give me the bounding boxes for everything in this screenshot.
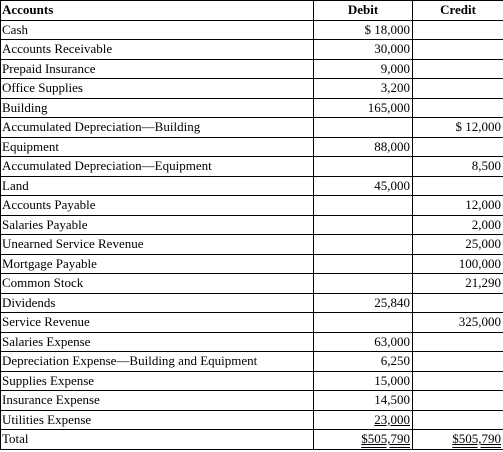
debit-cell xyxy=(314,20,413,40)
account-cell-value: Insurance Expense xyxy=(2,392,100,408)
credit-cell xyxy=(413,20,503,40)
debit-cell-value: 6,250 xyxy=(380,353,410,369)
debit-cell xyxy=(314,137,413,157)
account-cell xyxy=(1,20,314,40)
debit-cell-value: 25,840 xyxy=(374,294,410,310)
debit-cell xyxy=(314,196,413,216)
table-row xyxy=(1,157,503,177)
debit-cell xyxy=(314,59,413,79)
header-debit: Debit xyxy=(314,1,413,21)
account-cell xyxy=(1,118,314,138)
debit-cell xyxy=(314,254,413,274)
account-cell xyxy=(1,410,314,430)
table-row xyxy=(1,118,503,138)
account-cell-value: Building xyxy=(2,99,48,115)
table-row xyxy=(1,235,503,255)
account-cell-value: Salaries Expense xyxy=(2,333,91,349)
account-cell xyxy=(1,157,314,177)
debit-cell xyxy=(314,98,413,118)
account-cell xyxy=(1,176,314,196)
account-cell-value: Cash xyxy=(2,21,28,37)
debit-cell xyxy=(314,118,413,138)
table-row xyxy=(1,196,503,216)
table-row xyxy=(1,293,503,313)
account-cell-value: Utilities Expense xyxy=(2,411,92,427)
table-row xyxy=(1,40,503,60)
account-cell xyxy=(1,137,314,157)
credit-cell xyxy=(413,235,503,255)
account-cell-value: Accounts Payable xyxy=(2,197,96,213)
table-row xyxy=(1,371,503,391)
debit-cell xyxy=(314,40,413,60)
account-cell-value: Supplies Expense xyxy=(2,372,95,388)
account-cell xyxy=(1,371,314,391)
debit-cell-value: 15,000 xyxy=(374,372,410,388)
credit-cell xyxy=(413,391,503,411)
credit-cell xyxy=(413,293,503,313)
debit-cell xyxy=(314,391,413,411)
account-cell xyxy=(1,274,314,294)
debit-cell-value: 45,000 xyxy=(374,177,410,193)
debit-cell-value: 165,000 xyxy=(367,99,410,115)
account-cell xyxy=(1,215,314,235)
credit-cell-value: 325,000 xyxy=(458,314,501,330)
account-cell xyxy=(1,40,314,60)
total-row xyxy=(1,430,503,450)
credit-cell xyxy=(413,59,503,79)
account-cell xyxy=(1,313,314,333)
credit-cell-value: 2,000 xyxy=(471,216,501,232)
account-cell-value: Accumulated Depreciation—Equipment xyxy=(2,158,212,174)
credit-cell xyxy=(413,176,503,196)
credit-cell-value: $ 12,000 xyxy=(455,119,501,135)
total-debit-value: $505,790 xyxy=(361,431,410,447)
table-row xyxy=(1,215,503,235)
credit-cell xyxy=(413,137,503,157)
account-cell-value: Depreciation Expense—Building and Equipment xyxy=(2,353,258,369)
credit-cell xyxy=(413,98,503,118)
credit-cell xyxy=(413,118,503,138)
account-cell xyxy=(1,59,314,79)
account-cell-value: Dividends xyxy=(2,294,56,310)
table-row xyxy=(1,391,503,411)
account-cell-value: Salaries Payable xyxy=(2,216,88,232)
credit-cell-value: 8,500 xyxy=(471,158,501,174)
credit-cell-value: 12,000 xyxy=(465,197,501,213)
account-cell-value: Prepaid Insurance xyxy=(2,60,96,76)
table-row xyxy=(1,59,503,79)
account-cell-value: Accounts Receivable xyxy=(2,41,113,57)
table-row xyxy=(1,254,503,274)
credit-cell xyxy=(413,196,503,216)
debit-cell xyxy=(314,215,413,235)
account-cell-value: Mortgage Payable xyxy=(2,255,97,271)
credit-cell xyxy=(413,332,503,352)
table-row xyxy=(1,20,503,40)
table-row xyxy=(1,274,503,294)
debit-cell xyxy=(314,274,413,294)
debit-cell xyxy=(314,371,413,391)
debit-cell xyxy=(314,79,413,99)
account-cell-value: Unearned Service Revenue xyxy=(2,236,144,252)
credit-cell xyxy=(413,410,503,430)
debit-cell xyxy=(314,352,413,372)
table-row xyxy=(1,313,503,333)
account-cell-value: Accumulated Depreciation—Building xyxy=(2,119,201,135)
header-credit: Credit xyxy=(413,1,503,21)
table-row xyxy=(1,332,503,352)
table-row xyxy=(1,98,503,118)
account-cell-value: Equipment xyxy=(2,138,60,154)
table-row xyxy=(1,176,503,196)
account-cell xyxy=(1,332,314,352)
total-credit-value: $505,790 xyxy=(452,431,501,447)
table-row xyxy=(1,352,503,372)
account-cell xyxy=(1,254,314,274)
account-cell xyxy=(1,391,314,411)
debit-cell-value: 14,500 xyxy=(374,392,410,408)
table-row xyxy=(1,137,503,157)
credit-cell-value: 25,000 xyxy=(465,236,501,252)
account-cell-value: Office Supplies xyxy=(2,80,83,96)
debit-cell xyxy=(314,293,413,313)
debit-cell-value: 30,000 xyxy=(374,41,410,57)
credit-cell xyxy=(413,274,503,294)
account-cell xyxy=(1,293,314,313)
credit-cell-value: 100,000 xyxy=(458,255,501,271)
account-cell xyxy=(1,98,314,118)
table-row xyxy=(1,79,503,99)
credit-cell xyxy=(413,313,503,333)
credit-cell xyxy=(413,215,503,235)
total-debit xyxy=(314,430,413,450)
debit-cell-value: $ 18,000 xyxy=(364,21,410,37)
debit-cell xyxy=(314,176,413,196)
account-cell xyxy=(1,352,314,372)
credit-cell xyxy=(413,79,503,99)
account-cell xyxy=(1,196,314,216)
debit-cell-value: 63,000 xyxy=(374,333,410,349)
debit-cell-value: 3,200 xyxy=(380,80,410,96)
credit-cell xyxy=(413,352,503,372)
debit-cell xyxy=(314,235,413,255)
account-cell-value: Service Revenue xyxy=(2,314,90,330)
total-credit xyxy=(413,430,503,450)
account-cell xyxy=(1,235,314,255)
debit-cell-value: 9,000 xyxy=(380,60,410,76)
header-accounts: Accounts xyxy=(1,1,314,21)
account-cell-value: Land xyxy=(2,177,29,193)
debit-cell-value: 23,000 xyxy=(374,411,410,427)
debit-cell xyxy=(314,332,413,352)
credit-cell xyxy=(413,254,503,274)
credit-cell xyxy=(413,40,503,60)
header-row xyxy=(1,1,503,21)
total-label: Total xyxy=(1,430,314,450)
account-cell xyxy=(1,79,314,99)
credit-cell-value: 21,290 xyxy=(465,275,501,291)
debit-cell xyxy=(314,313,413,333)
credit-cell xyxy=(413,371,503,391)
debit-cell xyxy=(314,410,413,430)
debit-cell xyxy=(314,157,413,177)
table-row xyxy=(1,410,503,430)
debit-cell-value: 88,000 xyxy=(374,138,410,154)
account-cell-value: Common Stock xyxy=(2,275,84,291)
credit-cell xyxy=(413,157,503,177)
